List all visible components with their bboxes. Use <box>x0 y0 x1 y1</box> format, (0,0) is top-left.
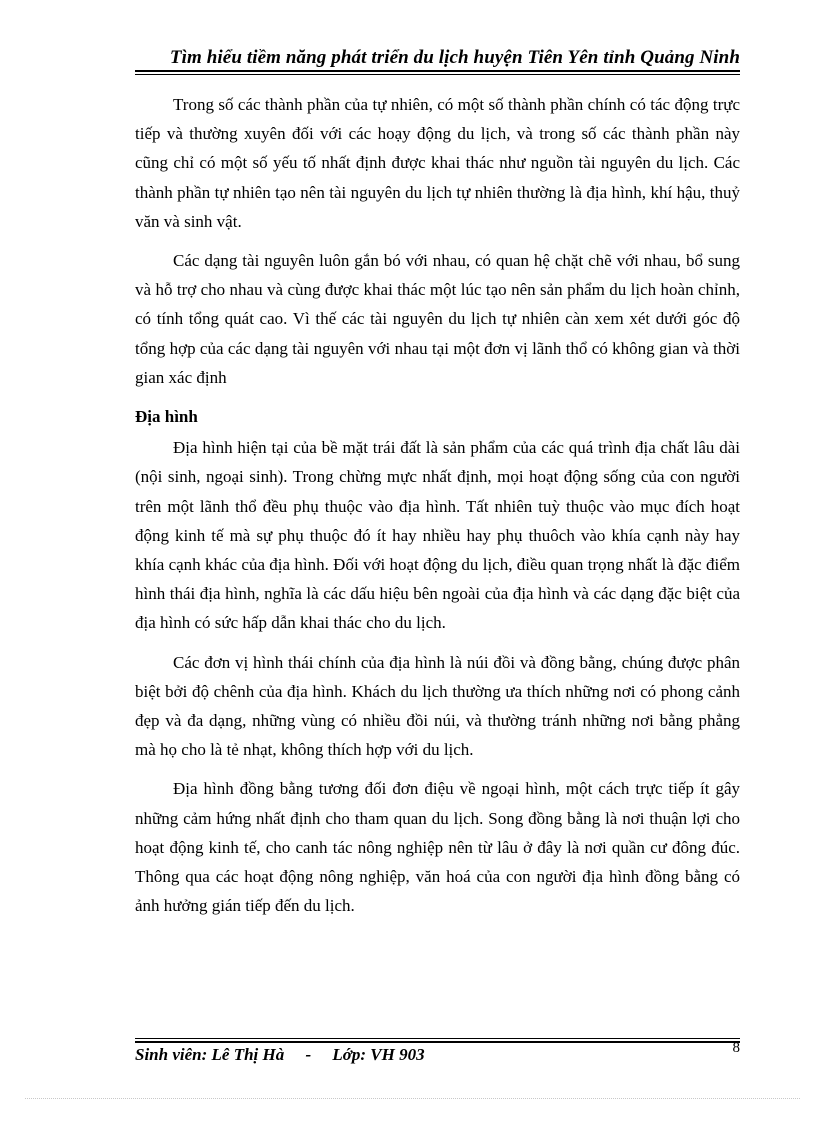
paragraph: Các dạng tài nguyên luôn gắn bó với nhau, có quan hệ chặt chẽ với nhau, bổ sung và hỗ trợ cho nhau và cùng được khai thác một lúc tạo nên sản phẩm du lịch hoàn chỉnh, có tính tổng quát cao. Vì thế các tài nguyên du lịch tự nhiên càn xem xét dưới góc độ tổng hợp của các dạng tài nguyên với nhau tại một đơn vị lãnh thổ có không gian và thời gian xác định <box>135 251 740 387</box>
page-number: 8 <box>732 1040 740 1056</box>
document-body <box>135 90 740 930</box>
page-header-title: Tìm hiểu tiềm năng phát triển du lịch huyện Tiên Yên tỉnh Quảng Ninh <box>169 47 740 68</box>
paragraph: Các đơn vị hình thái chính của địa hình là núi đồi và đồng bằng, chúng được phân biệt bởi độ chênh của địa hình. Khách du lịch thường ưa thích những nơi có phong cảnh đẹp và đa dạng, những vùng có nhiều đồi núi, và thường tránh những nơi bằng phẳng mà họ cho là tẻ nhạt, không thích hợp với du lịch. <box>135 652 740 760</box>
section-heading: Địa hình <box>135 407 198 427</box>
header-rule-thin <box>135 74 740 75</box>
page-bottom-dotted-edge <box>25 1098 800 1099</box>
paragraph: Địa hình đồng bằng tương đối đơn điệu về ngoại hình, một cách trực tiếp ít gây những cảm hứng nhất định cho tham quan du lịch. Song đồng bằng là nơi thuận lợi cho hoạt động kinh tế, cho canh tác nông nghiệp nên từ lâu ở đây là nơi quần cư đông đúc. Thông qua các hoạt động nông nghiệp, văn hoá của con người địa hình đồng bằng có ảnh hưởng gián tiếp đến du lịch. <box>135 779 740 916</box>
header-rule <box>135 70 740 72</box>
paragraph: Địa hình hiện tại của bề mặt trái đất là sản phẩm của các quá trình địa chất lâu dài (nội sinh, ngoại sinh). Trong chừng mực nhất định, mọi hoạt động sống của con người trên một lãnh thổ đều phụ thuộc vào địa hình. Tất nhiên tuỳ thuộc vào mục đích hoạt động kinh tế mà sự phụ thuộc đó ít hay nhiều hay phụ thuôch vào khía cạnh này hay khía cạnh khác của địa hình. Đối với hoạt động du lịch, điều quan trọng nhất là đặc điểm hình thái địa hình, nghĩa là các dấu hiệu bên ngoài của địa hình và các dạng đặc biệt của địa hình có sức hấp dẫn khai thác cho du lịch. <box>135 438 740 633</box>
footer-rule-thick <box>135 1041 740 1043</box>
footer-rule <box>135 1038 740 1039</box>
paragraph: Trong số các thành phần của tự nhiên, có một số thành phần chính có tác động trực tiếp và thường xuyên đối với các hoạy động du lịch, và trong số các thành phần này cũng chỉ có một số yếu tố nhất định được khai thác như nguồn tài nguyên du lịch. Các thành phần tự nhiên tạo nên tài nguyên du lịch tự nhiên thường là địa hình, khí hậu, thuỷ văn và sinh vật. <box>135 95 740 231</box>
footer-student-info: Sinh viên: Lê Thị Hà - Lớp: VH 903 <box>135 1045 425 1064</box>
